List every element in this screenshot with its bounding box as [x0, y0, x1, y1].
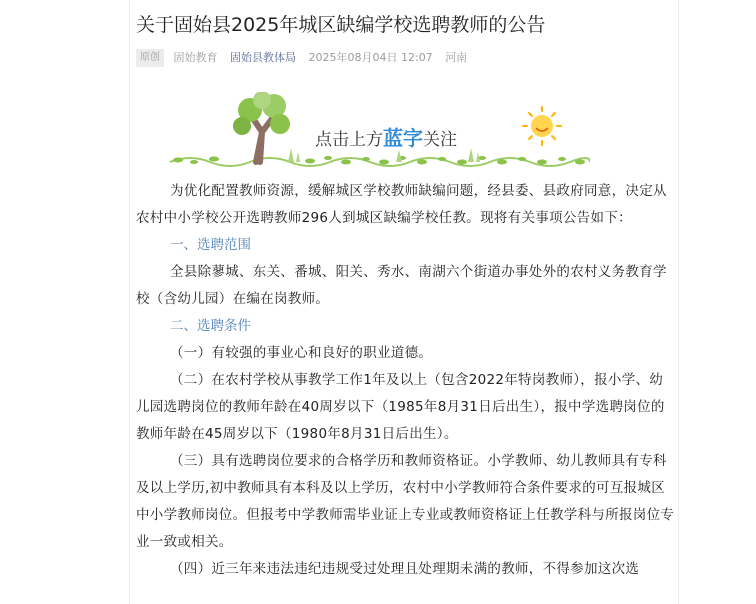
original-badge: 原创	[136, 49, 164, 67]
banner-highlight: 蓝字	[383, 126, 423, 150]
banner-prefix: 点击上方	[315, 130, 383, 150]
paragraph: （四）近三年来违法违纪违规受过处理且处理期未满的教师，不得参加这次选	[170, 561, 640, 577]
paragraph: （一）有较强的事业心和良好的职业道德。	[170, 345, 433, 361]
article-body	[136, 178, 676, 583]
paragraph: （二）在农村学校从事教学工作1年及以上（包含2022年特岗教师），报小学、幼儿园选聘岗位的教师年龄在40周岁以下（1985年8月31日后出生），报中学选聘岗位的教师年龄在45周岁以下（1980年8月31日后出生）。	[136, 372, 665, 442]
paragraph: （三）具有选聘岗位要求的合格学历和教师资格证。小学教师、幼儿教师具有专科及以上学历,初中教师具有本科及以上学历，农村中小学教师符合条件要求的可互报城区中小学教师岗位。但报考中学教师需毕业证上专业或教师资格证上任教学科与所报岗位专业一致或相关。	[136, 453, 675, 550]
account-name-link[interactable]: 固始教育	[173, 51, 218, 64]
article-title: 关于固始县2025年城区缺编学校选聘教师的公告	[136, 14, 546, 36]
paragraph: 全县除蓼城、东关、番城、阳关、秀水、南湖六个街道办事处外的农村义务教育学校（含幼儿园）在编在岗教师。	[136, 264, 667, 307]
paragraph: 为优化配置教师资源，缓解城区学校教师缺编问题，经县委、县政府同意，决定从农村中小学校公开选聘教师296人到城区缺编学校任教。现将有关事项公告如下：	[136, 183, 667, 226]
content-frame-right-border	[678, 0, 679, 604]
section-heading: 二、选聘条件	[170, 318, 251, 334]
article-meta	[136, 49, 476, 67]
banner-suffix: 关注	[423, 130, 457, 150]
publish-datetime: 2025年08月04日 12:07	[308, 51, 433, 64]
tree-decoration	[233, 92, 290, 162]
section-heading: 一、选聘范围	[170, 237, 251, 253]
publish-location: 河南	[445, 51, 468, 64]
content-frame-left-border	[129, 0, 130, 604]
sun-decoration	[523, 107, 561, 145]
follow-banner-text	[315, 122, 457, 151]
author-link[interactable]: 固始县教体局	[230, 51, 296, 64]
